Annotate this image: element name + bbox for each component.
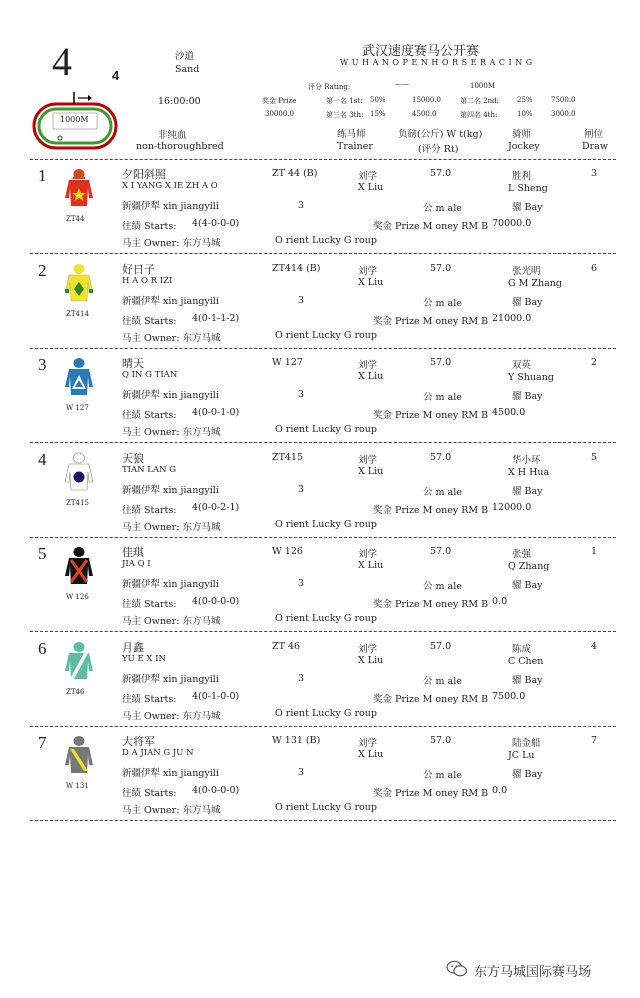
runner-divider	[30, 726, 616, 727]
origin: 新疆伊犁 xin jiangyili	[122, 390, 219, 401]
prize-money: 70000.0	[492, 218, 532, 229]
jockey-cn: 陆金船	[512, 738, 541, 749]
col-weight-en: (评分 Rt)	[418, 144, 459, 155]
draw: 7	[591, 735, 598, 746]
silk-id: ZT414	[66, 309, 89, 318]
runner-number: 3	[38, 355, 47, 374]
starts-label: 往绩 Starts:	[122, 693, 177, 705]
horse-name-en: TIAN LAN G	[122, 464, 177, 475]
sex: 公 m ale	[423, 297, 462, 309]
header-divider	[30, 159, 616, 160]
runner-number: 2	[38, 260, 47, 280]
age: 3	[298, 672, 305, 684]
p3-amt: 4500.0	[412, 110, 437, 118]
breed-cn: 非纯血	[158, 130, 187, 141]
runner-row	[0, 544, 640, 638]
prize-money-label: 奖金 Prize M oney RM B	[373, 504, 489, 516]
track-distance-label: 1000M	[60, 115, 89, 124]
horse-name-cn: 晴天	[122, 357, 144, 370]
jockey-silk-icon	[64, 263, 94, 303]
surface-en: Sand	[175, 64, 200, 75]
sex: 公 m ale	[423, 486, 462, 498]
origin: 新疆伊犁 xin jiangyili	[122, 201, 219, 212]
runner-divider	[30, 253, 616, 254]
starts-record: 4(0-1-0-0)	[192, 690, 240, 702]
col-weight-cn: 负磅(公斤) W t(kg)	[398, 129, 483, 140]
sex: 公 m ale	[423, 770, 462, 781]
silk-id: W 131	[66, 782, 89, 790]
horse-name-cn: 好日子	[122, 262, 155, 276]
prize-money-label: 奖金 Prize M oney RM B	[373, 221, 489, 232]
sex: 公 m ale	[423, 581, 462, 592]
age: 3	[298, 200, 305, 211]
rating-label: 评分 Rating:	[308, 83, 351, 91]
weight: 57.0	[430, 262, 452, 274]
trainer-cn: 刘学	[358, 171, 378, 182]
starts-record: 4(0-0-0-0)	[192, 596, 240, 607]
prize-money-label: 奖金 Prize M oney RM B	[373, 599, 489, 610]
coat-color: 骝 Bay	[512, 485, 543, 497]
runner-row	[0, 639, 640, 733]
coat-color: 骝 Bay	[512, 202, 543, 213]
owner-label: 马主 Owner: 东方马城	[122, 427, 221, 438]
owner-group: O rient Lucky G roup	[275, 235, 377, 246]
runner-divider	[30, 820, 616, 821]
p3-pct: 15%	[370, 110, 386, 118]
owner-group: O rient Lucky G roup	[275, 802, 377, 813]
jockey-silk-icon	[64, 168, 94, 208]
jockey-silk-icon	[64, 546, 94, 586]
starts-label: 往绩 Starts:	[122, 788, 177, 799]
race-title-en: W U H A N O P E N H O R S E R A C I N G	[340, 58, 533, 67]
wechat-icon	[446, 960, 468, 978]
col-jockey-cn: 骑师	[512, 129, 532, 140]
p1-label: 第一名 1st:	[326, 97, 363, 105]
jockey-cn: 张光明	[512, 265, 541, 277]
owner-label: 马主 Owner: 东方马城	[122, 805, 221, 816]
coat-color: 骝 Bay	[512, 296, 543, 308]
horse-name-en: X I YANG X IE ZH A O	[122, 181, 218, 191]
coat-color: 骝 Bay	[512, 674, 543, 686]
trainer-en: X Liu	[358, 654, 384, 666]
owner-label: 马主 Owner: 东方马城	[122, 616, 221, 627]
horse-name-en: JIA Q I	[122, 559, 151, 569]
trainer-en: X Liu	[358, 371, 384, 382]
sex: 公 m ale	[423, 203, 462, 214]
runner-number: 7	[38, 733, 47, 752]
surface-cn: 沙道	[175, 51, 195, 62]
p2-label: 第二名 2nd:	[460, 97, 500, 105]
horse-code: ZT415	[272, 451, 304, 463]
jockey-en: G M Zhang	[508, 277, 562, 289]
starts-label: 往绩 Starts:	[122, 410, 177, 421]
prize-money: 21000.0	[492, 312, 532, 324]
origin: 新疆伊犁 xin jiangyili	[122, 579, 219, 590]
trainer-en: X Liu	[358, 276, 384, 288]
runner-divider	[30, 442, 616, 443]
prize-total: 30000.0	[265, 110, 294, 118]
silk-id: W 126	[66, 593, 89, 601]
owner-label: 马主 Owner: 东方马城	[122, 238, 221, 249]
horse-code: ZT 44 (B)	[272, 168, 318, 179]
trainer-en: X Liu	[358, 182, 384, 193]
trainer-en: X Liu	[358, 560, 384, 571]
horse-name-cn: 大将军	[122, 735, 155, 748]
origin: 新疆伊犁 xin jiangyili	[122, 484, 219, 496]
starts-label: 往绩 Starts:	[122, 315, 177, 327]
runner-number: 4	[38, 449, 47, 469]
trainer-cn: 刘学	[358, 643, 378, 655]
trainer-en: X Liu	[358, 465, 384, 477]
p4-pct: 10%	[517, 110, 533, 118]
horse-code: W 127	[272, 357, 303, 368]
col-draw-en: Draw	[582, 141, 608, 152]
weight: 57.0	[430, 546, 452, 557]
horse-code: ZT414 (B)	[272, 262, 321, 274]
starts-label: 往绩 Starts:	[122, 599, 177, 610]
horse-name-en: D A JIAN G JU N	[122, 748, 194, 758]
p4-amt: 3000.0	[551, 110, 576, 118]
jockey-cn: 张强	[512, 549, 532, 560]
owner-group: O rient Lucky G roup	[275, 613, 377, 624]
origin: 新疆伊犁 xin jiangyili	[122, 673, 219, 685]
silk-id: ZT44	[66, 215, 85, 223]
draw: 2	[591, 357, 598, 368]
col-trainer-cn: 练马师	[337, 129, 366, 140]
silk-id: W 127	[66, 404, 89, 412]
starts-record: 4(0-0-1-0)	[192, 407, 240, 418]
col-draw-cn: 闸位	[584, 129, 604, 140]
starts-label: 往绩 Starts:	[122, 504, 177, 516]
col-jockey-en: Jockey	[508, 141, 540, 152]
trainer-cn: 刘学	[358, 265, 378, 277]
runner-number: 6	[38, 638, 47, 658]
jockey-cn: 胜利	[512, 171, 532, 182]
p3-label: 第三名 3th:	[326, 111, 364, 119]
trainer-cn: 刘学	[358, 360, 378, 371]
jockey-en: JC Lu	[508, 750, 535, 761]
race-title-cn: 武汉速度赛马公开赛	[362, 44, 480, 59]
owner-group: O rient Lucky G roup	[275, 707, 377, 719]
runner-row	[0, 733, 640, 827]
coat-color: 骝 Bay	[512, 391, 543, 402]
race-number-small: 4	[112, 68, 120, 83]
starts-record: 4(4-0-0-0)	[192, 218, 240, 229]
weight: 57.0	[430, 357, 452, 368]
starts-record: 4(0-0-2-1)	[192, 501, 240, 513]
origin: 新疆伊犁 xin jiangyili	[122, 295, 219, 307]
jockey-silk-icon	[64, 641, 94, 681]
prize-money: 0.0	[492, 596, 508, 607]
prize-money: 7500.0	[492, 690, 526, 702]
jockey-silk-icon	[64, 452, 94, 492]
prize-label: 奖金 Prize	[262, 97, 297, 105]
draw: 6	[591, 262, 598, 274]
prize-money: 4500.0	[492, 407, 526, 418]
weight: 57.0	[430, 640, 452, 652]
prize-money-label: 奖金 Prize M oney RM B	[373, 410, 489, 421]
age: 3	[298, 767, 305, 778]
runner-divider	[30, 537, 616, 538]
prize-money-label: 奖金 Prize M oney RM B	[373, 315, 489, 327]
p2-amt: 7500.0	[551, 96, 576, 104]
horse-name-cn: 天狼	[122, 451, 144, 465]
owner-group: O rient Lucky G roup	[275, 329, 377, 341]
jockey-silk-icon	[64, 357, 94, 397]
weight: 57.0	[430, 168, 452, 179]
owner-label: 马主 Owner: 东方马城	[122, 521, 221, 533]
draw: 1	[591, 546, 598, 557]
p1-pct: 50%	[370, 96, 386, 104]
age: 3	[298, 294, 305, 306]
runner-number: 1	[38, 166, 47, 185]
draw: 5	[591, 451, 598, 463]
prize-money: 0.0	[492, 785, 508, 796]
origin: 新疆伊犁 xin jiangyili	[122, 768, 219, 779]
jockey-en: Y Shuang	[508, 372, 554, 383]
trainer-cn: 刘学	[358, 549, 378, 560]
draw: 4	[591, 640, 598, 652]
p4-label: 第四名 4th:	[460, 111, 498, 119]
starts-label: 往绩 Starts:	[122, 221, 177, 232]
owner-group: O rient Lucky G roup	[275, 424, 377, 435]
jockey-silk-icon	[64, 735, 94, 775]
horse-name-en: YU E X IN	[122, 653, 166, 664]
jockey-en: L Sheng	[508, 183, 548, 194]
jockey-en: C Chen	[508, 655, 544, 667]
age: 3	[298, 578, 305, 589]
jockey-cn: 双英	[512, 360, 532, 371]
footer-text: 东方马城国际赛马场	[474, 965, 592, 980]
horse-name-cn: 月鑫	[122, 640, 144, 654]
draw: 3	[591, 168, 598, 179]
rating-value: ——	[395, 80, 409, 88]
prize-money: 12000.0	[492, 501, 532, 513]
horse-name-en: H A O R IZI	[122, 275, 173, 286]
owner-label: 马主 Owner: 东方马城	[122, 710, 221, 722]
runner-row	[0, 261, 640, 355]
starts-record: 4(0-0-0-0)	[192, 785, 240, 796]
trainer-cn: 刘学	[358, 454, 378, 466]
horse-code: W 131 (B)	[272, 735, 321, 746]
owner-group: O rient Lucky G roup	[275, 518, 377, 530]
runner-row	[0, 450, 640, 544]
runner-row	[0, 166, 640, 260]
silk-id: ZT46	[66, 687, 85, 696]
col-trainer-en: Trainer	[337, 141, 373, 152]
sex: 公 m ale	[423, 675, 462, 687]
p1-amt: 15000.0	[412, 96, 441, 104]
horse-code: W 126	[272, 546, 303, 557]
horse-name-en: Q IN G TIAN	[122, 370, 178, 380]
runner-number: 5	[38, 544, 47, 563]
runner-divider	[30, 348, 616, 349]
coat-color: 骝 Bay	[512, 580, 543, 591]
prize-money-label: 奖金 Prize M oney RM B	[373, 788, 489, 799]
prize-money-label: 奖金 Prize M oney RM B	[373, 693, 489, 705]
starts-record: 4(0-1-1-2)	[192, 312, 240, 324]
horse-code: ZT 46	[272, 640, 301, 652]
runner-row	[0, 355, 640, 449]
age: 3	[298, 389, 305, 400]
p2-pct: 25%	[517, 96, 533, 104]
runner-divider	[30, 631, 616, 632]
jockey-cn: 陈成	[512, 643, 532, 655]
weight: 57.0	[430, 735, 452, 746]
horse-name-cn: 佳琪	[122, 546, 144, 559]
race-time: 16:00:00	[158, 96, 201, 107]
race-number: 4	[52, 39, 72, 84]
distance: 1000M	[470, 82, 495, 90]
jockey-en: X H Hua	[508, 466, 550, 478]
age: 3	[298, 483, 305, 495]
silk-id: ZT415	[66, 498, 89, 507]
trainer-en: X Liu	[358, 749, 384, 760]
jockey-en: Q Zhang	[508, 561, 550, 572]
trainer-cn: 刘学	[358, 738, 378, 749]
weight: 57.0	[430, 451, 452, 463]
sex: 公 m ale	[423, 392, 462, 403]
coat-color: 骝 Bay	[512, 769, 543, 780]
breed-en: non-thoroughbred	[136, 141, 224, 152]
jockey-cn: 华小环	[512, 454, 541, 466]
horse-name-cn: 夕阳斜照	[122, 168, 166, 181]
owner-label: 马主 Owner: 东方马城	[122, 332, 221, 344]
